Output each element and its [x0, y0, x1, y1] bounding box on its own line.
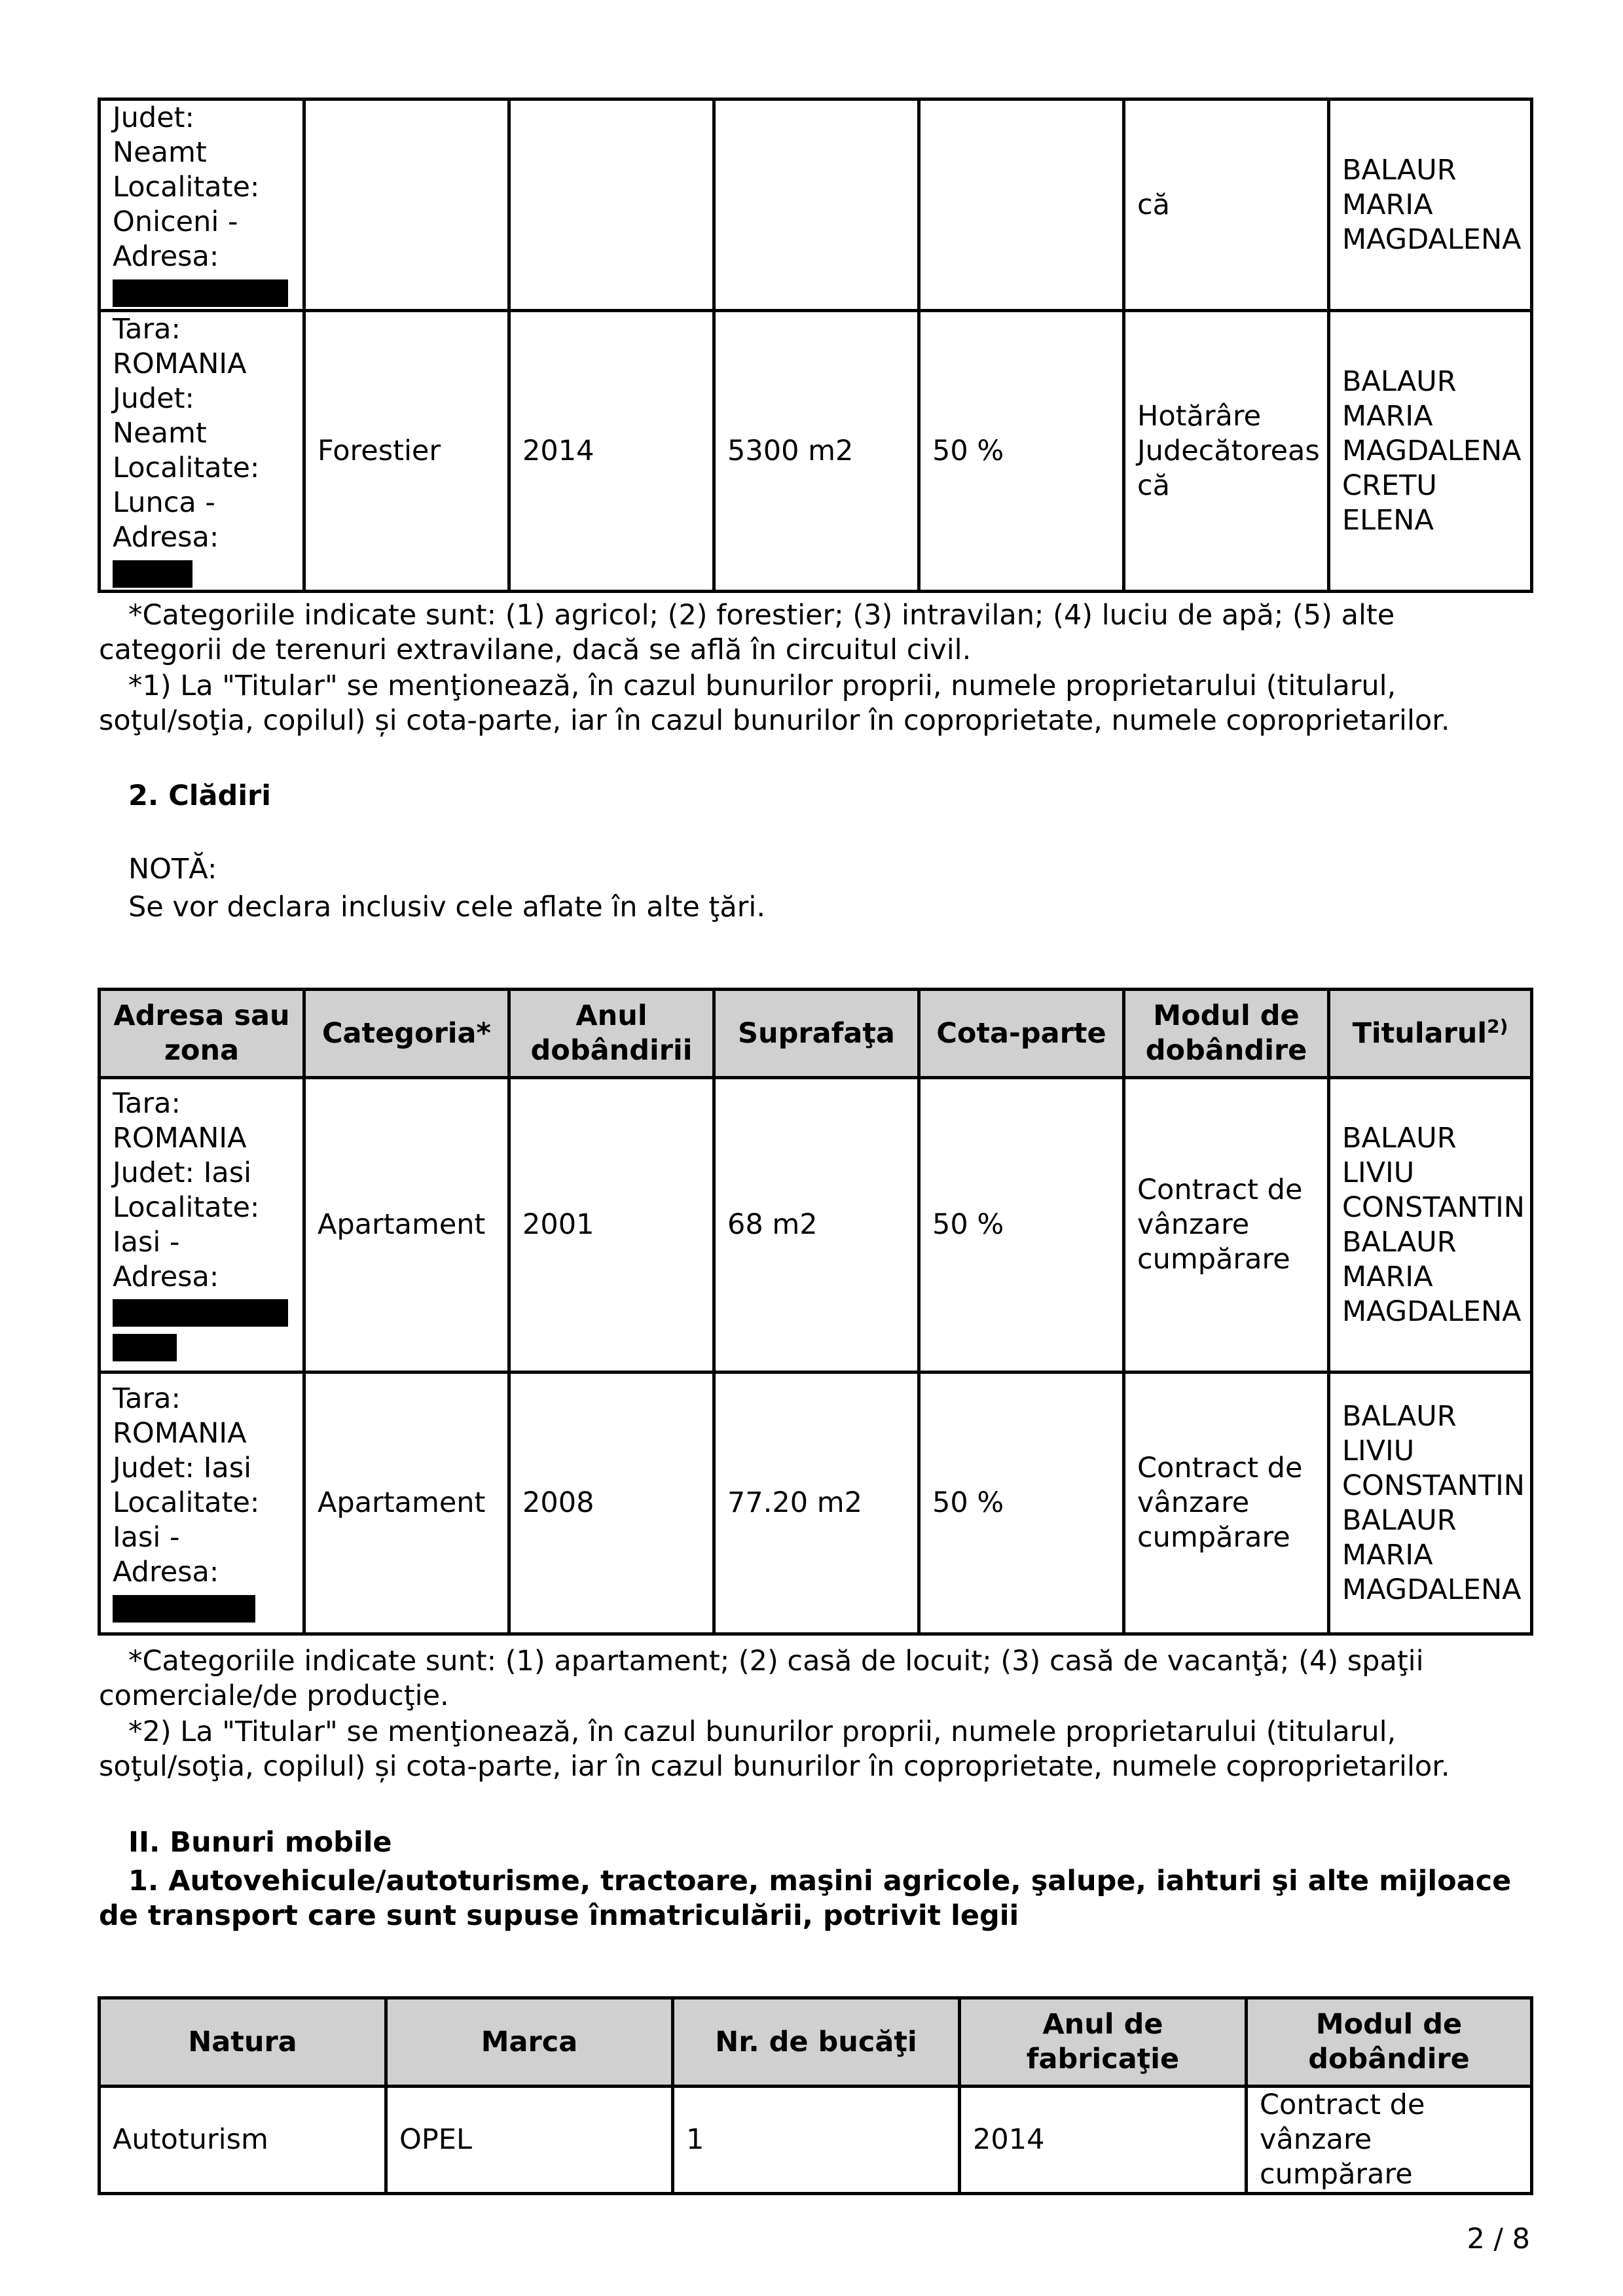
movables-heading: II. Bunuri mobile [128, 1826, 392, 1859]
page-number: 2 / 8 [1467, 2223, 1530, 2255]
share-cell: 50 % [919, 311, 1124, 592]
year-cell: 2014 [509, 311, 714, 592]
share-cell: 50 % [919, 1372, 1124, 1634]
redacted-address-block [113, 1299, 288, 1327]
footnote-marker: 2) [1487, 1015, 1508, 1037]
area-cell: 5300 m2 [714, 311, 919, 592]
acquisition-cell: Hotărâre Judecătoreas că [1124, 311, 1329, 592]
header-share: Cota-parte [919, 990, 1124, 1078]
header-address: Adresa sau zona [100, 990, 304, 1078]
header-holder-label: Titularul [1352, 1016, 1487, 1050]
area-cell: 77.20 m2 [714, 1372, 919, 1634]
vehicles-table [98, 1996, 1533, 2195]
buildings-table [98, 988, 1533, 1636]
vehicles-subheading: 1. Autovehicule/autoturisme, tractoare, maşini agricole, şalupe, iahturi şi alte mijloace de transport care sunt supuse înmatriculării, potrivit legii [99, 1865, 1512, 1932]
category-cell [304, 99, 509, 311]
address-text: Tara: ROMANIA Judet: Iasi Localitate: Iasi - Adresa: [113, 1086, 260, 1293]
land-holder-note: *1) La "Titular" se menţionează, în cazul bunurilor proprii, numele proprietarului (titularul, soţul/soţia, copilul) și cota-parte, iar în cazul bunurilor în coproprietate, numele coproprietarilor. [99, 670, 1450, 737]
year-cell: 2014 [960, 2087, 1247, 2194]
table-header-row [100, 1998, 1532, 2087]
header-count: Nr. de bucăţi [673, 1998, 960, 2087]
nature-cell: Autoturism [100, 2087, 386, 2194]
year-cell [509, 99, 714, 311]
acquisition-cell: Contract de vânzare cumpărare [1124, 1078, 1329, 1372]
holder-cell: BALAUR LIVIU CONSTANTIN BALAUR MARIA MAGDALENA [1329, 1372, 1532, 1634]
header-year: Anul de fabricaţie [960, 1998, 1247, 2087]
header-area: Suprafaţa [714, 990, 919, 1078]
header-holder [1329, 990, 1532, 1078]
header-acquisition: Modul de dobândire [1124, 990, 1329, 1078]
share-cell [919, 99, 1124, 311]
table-row [100, 1372, 1532, 1634]
category-cell: Forestier [304, 311, 509, 592]
nota-label: NOTĂ: [128, 853, 217, 886]
table-header-row [100, 990, 1532, 1078]
area-cell [714, 99, 919, 311]
buildings-category-note: *Categoriile indicate sunt: (1) apartament; (2) casă de locuit; (3) casă de vacanţă; (4) spaţii comerciale/de producţie. [99, 1645, 1424, 1712]
redacted-address-block [113, 279, 288, 307]
address-text: Tara: ROMANIA Judet: Neamt Localitate: Lunca - Adresa: [113, 313, 260, 554]
header-nature: Natura [100, 1998, 386, 2087]
acquisition-cell: Contract de vânzare cumpărare [1124, 1372, 1329, 1634]
header-year: Anul dobândirii [509, 990, 714, 1078]
address-cell [100, 1078, 304, 1372]
address-cell [100, 1372, 304, 1634]
buildings-holder-note: *2) La "Titular" se menţionează, în cazul bunurilor proprii, numele proprietarului (titularul, soţul/soţia, copilul) și cota-parte, iar în cazul bunurilor în coproprietate, numele coproprietarilor. [99, 1715, 1450, 1783]
land-category-note: *Categoriile indicate sunt: (1) agricol; (2) forestier; (3) intravilan; (4) luciu de apă; (5) alte categorii de terenuri extravilane, dacă se află în circuitul civil. [99, 599, 1395, 666]
address-cell [100, 99, 304, 311]
year-cell: 2001 [509, 1078, 714, 1372]
holder-cell: BALAUR MARIA MAGDALENA CRETU ELENA [1329, 311, 1532, 592]
buildings-heading: 2. Clădiri [128, 780, 272, 812]
table-row [100, 311, 1532, 592]
holder-cell: BALAUR MARIA MAGDALENA [1329, 99, 1532, 311]
header-category: Categoria* [304, 990, 509, 1078]
nota-text: Se vor declara inclusiv cele aflate în alte ţări. [128, 891, 766, 924]
land-table-continued [98, 98, 1533, 593]
table-row [100, 99, 1532, 311]
year-cell: 2008 [509, 1372, 714, 1634]
holder-cell: BALAUR LIVIU CONSTANTIN BALAUR MARIA MAGDALENA [1329, 1078, 1532, 1372]
address-cell [100, 311, 304, 592]
table-row [100, 2087, 1532, 2194]
category-cell: Apartament [304, 1372, 509, 1634]
area-cell: 68 m2 [714, 1078, 919, 1372]
category-cell: Apartament [304, 1078, 509, 1372]
header-brand: Marca [386, 1998, 673, 2087]
acquisition-cell: Contract de vânzare cumpărare [1247, 2087, 1532, 2194]
redacted-address-block [113, 1595, 255, 1623]
address-text: Judet: Neamt Localitate: Oniceni - Adresa: [113, 101, 260, 273]
share-cell: 50 % [919, 1078, 1124, 1372]
table-row [100, 1078, 1532, 1372]
redacted-address-block [113, 1334, 177, 1361]
acquisition-cell: că [1124, 99, 1329, 311]
redacted-address-block [113, 560, 192, 588]
brand-cell: OPEL [386, 2087, 673, 2194]
count-cell: 1 [673, 2087, 960, 2194]
header-acquisition: Modul de dobândire [1247, 1998, 1532, 2087]
address-text: Tara: ROMANIA Judet: Iasi Localitate: Iasi - Adresa: [113, 1382, 260, 1588]
